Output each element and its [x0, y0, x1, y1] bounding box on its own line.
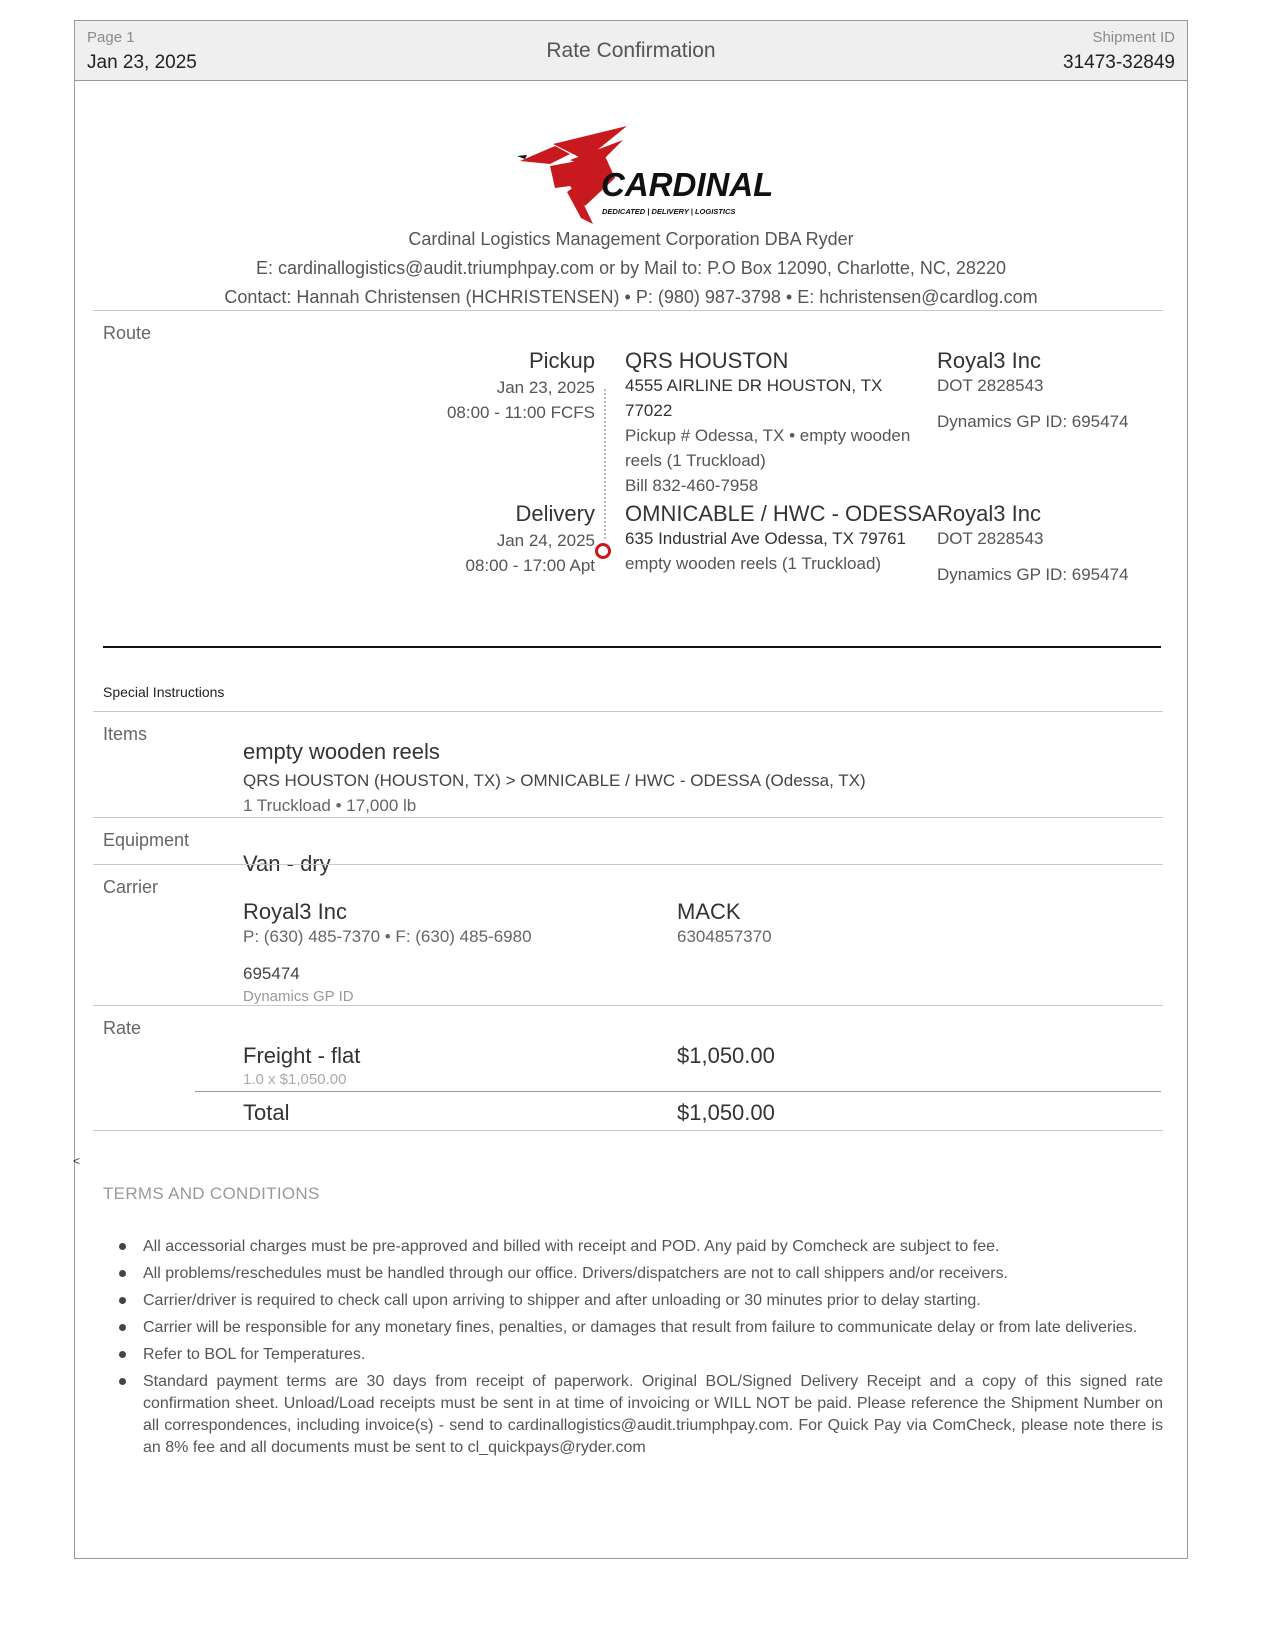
special-instructions-label: Special Instructions [103, 684, 225, 700]
logo-wordmark: CARDINAL [601, 166, 774, 203]
delivery-location-name: OMNICABLE / HWC - ODESSA [625, 501, 937, 526]
equipment-value: Van - dry [243, 851, 331, 876]
pickup-stop-details [625, 348, 910, 498]
terms-item-text: Carrier/driver is required to check call upon arriving to shipper and after unloading or 30 minutes prior to delay starting. [143, 1292, 981, 1309]
caret-mark: < [73, 1154, 81, 1168]
divider [93, 1005, 1163, 1006]
document-header [75, 21, 1187, 81]
route-connector [604, 389, 606, 539]
delivery-address: 635 Industrial Ave Odessa, TX 79761 [625, 529, 907, 548]
carrier-name: Royal3 Inc [243, 899, 347, 924]
delivery-carrier-details [937, 501, 1129, 587]
pickup-notes-line2: reels (1 Truckload) [625, 451, 766, 470]
carrier-phones: P: (630) 485-7370 • F: (630) 485-6980 [243, 927, 532, 946]
rate-line-calculation: 1.0 x $1,050.00 [243, 1071, 347, 1088]
company-name: Cardinal Logistics Management Corporation DBA Ryder [408, 229, 854, 249]
terms-item [143, 1317, 1163, 1339]
terms-item [143, 1236, 1163, 1258]
bullet-icon [119, 1378, 126, 1385]
document-date: Jan 23, 2025 [87, 52, 197, 73]
terms-item-text: All problems/reschedules must be handled through our office. Drivers/dispatchers are not to call shippers and/or receivers. [143, 1265, 1009, 1282]
carrier-gp-id: 695474 [243, 964, 300, 983]
shipment-id: 31473-32849 [1063, 52, 1175, 73]
pickup-notes-line1: Pickup # Odessa, TX • empty wooden [625, 426, 911, 445]
pickup-location-name: QRS HOUSTON [625, 348, 789, 373]
pickup-date: Jan 23, 2025 [496, 378, 595, 397]
delivery-carrier-name: Royal3 Inc [937, 501, 1041, 526]
terms-item-text: Refer to BOL for Temperatures. [143, 1346, 366, 1363]
divider [93, 864, 1163, 865]
item-title: empty wooden reels [243, 739, 440, 764]
delivery-carrier-dot: DOT 2828543 [937, 529, 1044, 548]
pickup-label: Pickup [528, 348, 595, 373]
items-label: Items [103, 724, 148, 744]
rate-label: Rate [103, 1018, 142, 1038]
company-email-mail: E: cardinallogistics@audit.triumphpay.com or by Mail to: P.O Box 12090, Charlotte, NC, 28220 [256, 258, 1006, 278]
delivery-time: 08:00 - 17:00 Apt [465, 556, 595, 575]
rate-line-amount: $1,050.00 [677, 1043, 775, 1068]
total-amount: $1,050.00 [677, 1100, 775, 1125]
cardinal-logo [515, 126, 774, 226]
special-instructions-rule [103, 646, 1161, 648]
delivery-date: Jan 24, 2025 [496, 531, 595, 550]
pickup-notes-line3: Bill 832-460-7958 [625, 476, 759, 495]
terms-item-text: Standard payment terms are 30 days from receipt of paperwork. Original BOL/Signed Delivery Receipt and a copy of this signed rate confirmation sheet. Unload/Load receipts must be sent in at time of invoicing or WILL NOT be paid. Please reference the Shipment Number on all correspondences, including invoice(s) - send to cardinallogistics@audit.triumphpay.com. For Quick Pay via ComCheck, please note there is an 8% fee and all documents must be sent to cl_quickpays@ryder.com [143, 1373, 1163, 1456]
delivery-stop-details [625, 501, 937, 576]
delivery-label: Delivery [515, 501, 595, 526]
carrier-gp-id-label: Dynamics GP ID [243, 988, 354, 1005]
terms-item [143, 1344, 1163, 1366]
bullet-icon [119, 1324, 126, 1331]
carrier-label: Carrier [103, 877, 159, 897]
terms-item [143, 1263, 1163, 1285]
divider [93, 1130, 1163, 1131]
delivery-marker-icon [595, 543, 611, 559]
delivery-carrier-gp-id: Dynamics GP ID: 695474 [937, 565, 1129, 584]
delivery-notes: empty wooden reels (1 Truckload) [625, 554, 882, 573]
driver-name: MACK [677, 899, 741, 924]
item-route: QRS HOUSTON (HOUSTON, TX) > OMNICABLE / HWC - ODESSA (Odessa, TX) [243, 771, 866, 790]
rate-confirmation-document [74, 20, 1188, 1559]
terms-item-text: All accessorial charges must be pre-approved and billed with receipt and POD. Any paid by Comcheck are subject to fee. [143, 1238, 1000, 1255]
pickup-carrier-name: Royal3 Inc [937, 348, 1041, 373]
logo-tagline: DEDICATED | DELIVERY | LOGISTICS [602, 207, 736, 216]
divider [93, 711, 1163, 712]
company-block [75, 225, 1187, 312]
pickup-address-line1: 4555 AIRLINE DR HOUSTON, TX [625, 376, 883, 395]
terms-item [143, 1371, 1163, 1459]
pickup-carrier-dot: DOT 2828543 [937, 376, 1044, 395]
driver-phone: 6304857370 [677, 927, 772, 946]
pickup-time: 08:00 - 11:00 FCFS [446, 403, 595, 422]
bullet-icon [119, 1243, 126, 1250]
company-contact: Contact: Hannah Christensen (HCHRISTENSEN) • P: (980) 987-3798 • E: hchristensen@cardlog.com [224, 287, 1038, 307]
divider [93, 310, 1163, 311]
bullet-icon [119, 1297, 126, 1304]
page-label: Page 1 [87, 29, 135, 46]
item-quantity-weight: 1 Truckload • 17,000 lb [243, 796, 417, 815]
shipment-id-label: Shipment ID [1092, 29, 1175, 46]
terms-item-text: Carrier will be responsible for any monetary fines, penalties, or damages that result from failure to communicate delay or from late deliveries. [143, 1319, 1138, 1336]
bullet-icon [119, 1351, 126, 1358]
terms-item [143, 1290, 1163, 1312]
route-label: Route [103, 323, 152, 343]
terms-list [115, 1236, 1163, 1464]
total-label: Total [243, 1100, 290, 1125]
rate-total-rule [195, 1091, 1161, 1092]
pickup-carrier-details [937, 348, 1129, 434]
divider [93, 817, 1163, 818]
document-title: Rate Confirmation [546, 39, 716, 62]
terms-heading: TERMS AND CONDITIONS [103, 1184, 320, 1203]
pickup-address-line2: 77022 [625, 401, 673, 420]
pickup-carrier-gp-id: Dynamics GP ID: 695474 [937, 412, 1129, 431]
equipment-label: Equipment [103, 830, 190, 850]
bullet-icon [119, 1270, 126, 1277]
rate-line-description: Freight - flat [243, 1043, 361, 1068]
